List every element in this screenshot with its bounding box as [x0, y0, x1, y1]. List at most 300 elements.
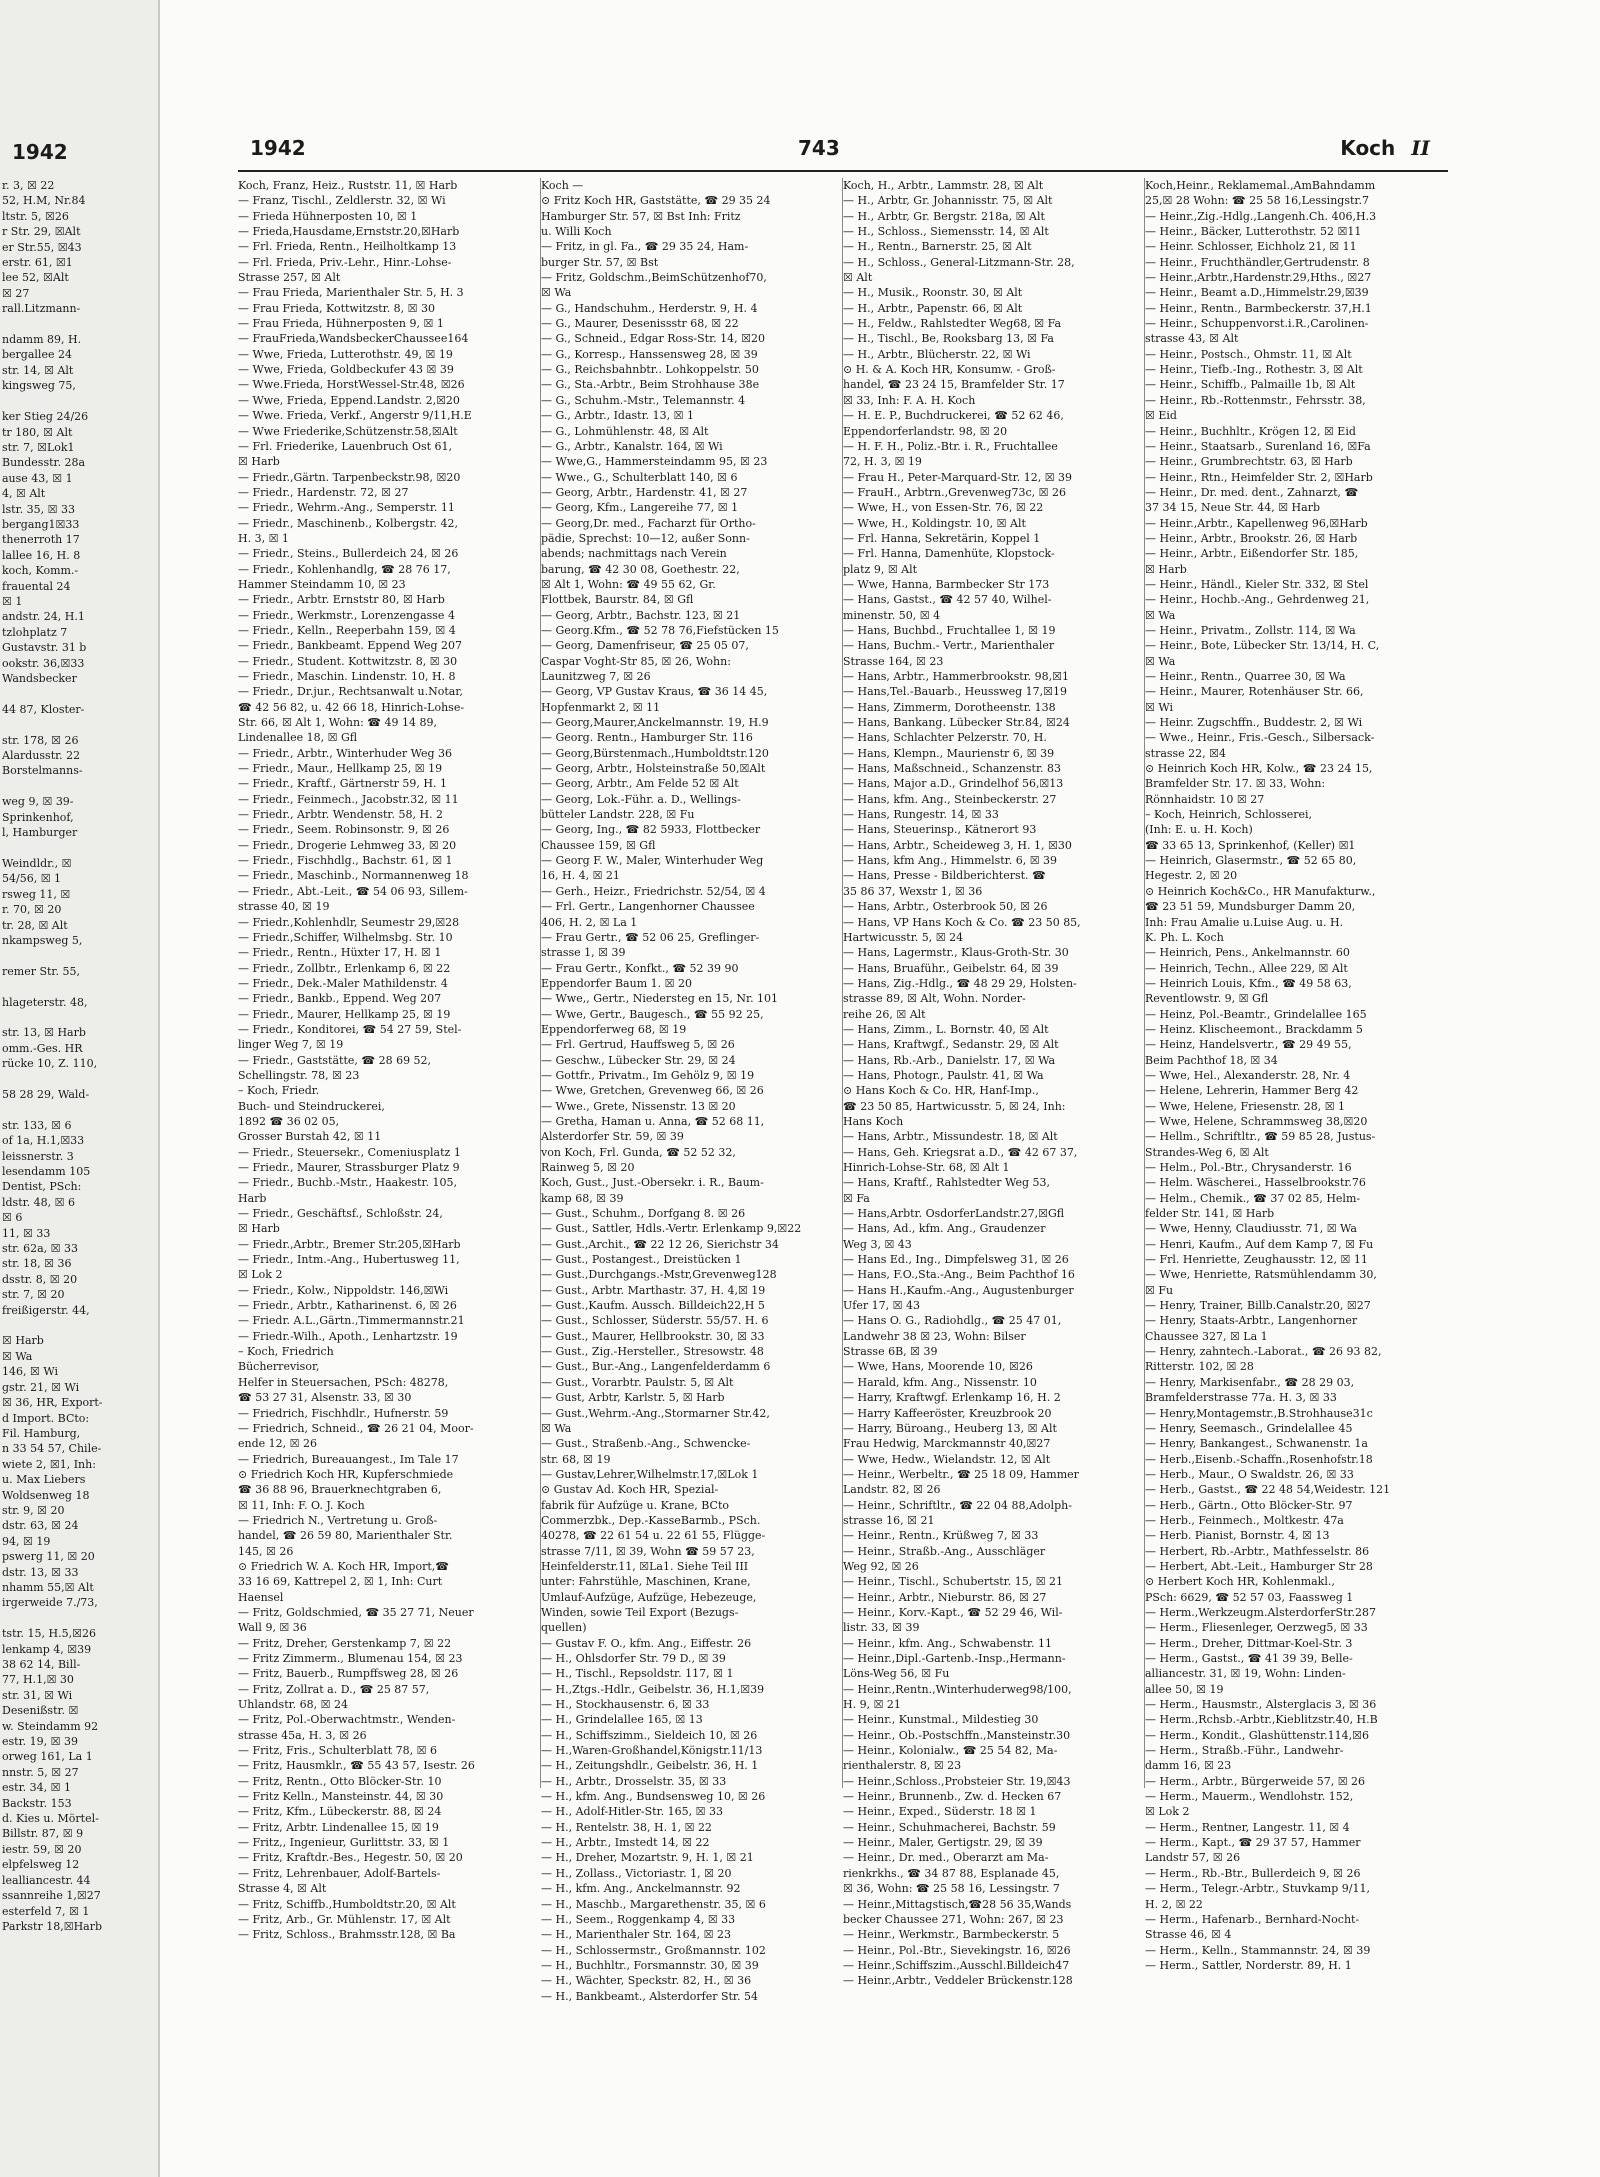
- directory-entry-line: — Heinr., Arbtr., Brookstr. 26, ☒ Harb: [1145, 531, 1358, 545]
- left-fragment-line: Backstr. 153: [2, 1796, 72, 1810]
- directory-entry-line: Landwehr 38 ☒ 23, Wohn: Bilser: [843, 1329, 1026, 1343]
- left-fragment-line: d. Kies u. Mörtel-: [2, 1812, 99, 1826]
- directory-entry-line: — Wwe., Grete, Nissenstr. 13 ☒ 20: [541, 1099, 736, 1113]
- directory-entry-line: — H., Rentelstr. 38, H. 1, ☒ 22: [541, 1820, 712, 1834]
- directory-entry-line: — Herb., Gastst., ☎ 22 48 54,Weidestr. 121: [1145, 1483, 1391, 1497]
- directory-entry-line: — Heinr., Rb.-Rottenmstr., Fehrsstr. 38,: [1145, 393, 1366, 407]
- directory-entry-line: Koch, Gust., Just.-Obersekr. i. R., Baum-: [541, 1176, 764, 1190]
- directory-entry-line: ☎ 36 88 96, Brauerknechtgraben 6,: [238, 1483, 442, 1497]
- directory-entry-line: — Frau Gertr., Konfkt., ☎ 52 39 90: [541, 961, 739, 975]
- directory-entry-line: — Georg, VP Gustav Kraus, ☎ 36 14 45,: [541, 685, 768, 699]
- directory-entry-line: — Herm., Rb.-Btr., Bullerdeich 9, ☒ 26: [1145, 1866, 1361, 1880]
- directory-entry-line: — Henry, Staats-Arbtr., Langenhorner: [1145, 1314, 1358, 1328]
- directory-entry-line: — Hans, Major a.D., Grindelhof 56,☒13: [843, 777, 1064, 791]
- page-number: 743: [798, 136, 840, 160]
- directory-entry-line: H. 9, ☒ 21: [843, 1698, 901, 1712]
- left-fragment-line: [2, 686, 152, 701]
- directory-entry-line: — Hans, Zimm., L. Bornstr. 40, ☒ Alt: [843, 1022, 1049, 1036]
- directory-entry-line: — Hans, Arbtr., Scheideweg 3, H. 1, ☒30: [843, 838, 1072, 852]
- directory-entry-line: ☒ Harb: [1145, 562, 1187, 576]
- directory-entry-line: — Friedr., Drogerie Lehmweg 33, ☒ 20: [238, 838, 457, 852]
- directory-entry-line: 37 34 15, Neue Str. 44, ☒ Harb: [1145, 501, 1321, 515]
- directory-entry-line: — Georg, Ing., ☎ 82 5933, Flottbecker: [541, 823, 761, 837]
- directory-entry-line: reihe 26, ☒ Alt: [843, 1007, 926, 1021]
- directory-entry-line: ⊙ Fritz Koch HR, Gaststätte, ☎ 29 35 24: [541, 194, 771, 208]
- left-fragment-line: lallee 16, H. 8: [2, 548, 81, 562]
- directory-entry-line: — Heinr.,Arbtr., Veddeler Brückenstr.128: [843, 1974, 1073, 1988]
- directory-entry-line: Strasse 46, ☒ 4: [1145, 1928, 1232, 1942]
- directory-entry-line: — Henry, Markisenfabr., ☎ 28 29 03,: [1145, 1375, 1355, 1389]
- directory-entry-line: — Friedr., Hardenstr. 72, ☒ 27: [238, 485, 409, 499]
- directory-entry-line: — Friedr., Steuersekr., Comeniusplatz 1: [238, 1145, 461, 1159]
- directory-entry-line: — Heinr., Schuhmacherei, Bachstr. 59: [843, 1820, 1056, 1834]
- directory-entry-line: — Herb., Maur., O Swaldstr. 26, ☒ 33: [1145, 1467, 1354, 1481]
- directory-entry-line: — Georg, Arbtr., Bachstr. 123, ☒ 21: [541, 608, 741, 622]
- directory-entry-line: — H., Marienthaler Str. 164, ☒ 23: [541, 1928, 731, 1942]
- directory-entry-line: — Helm. Wäscherei., Hasselbrookstr.76: [1145, 1176, 1366, 1190]
- directory-entry-line: — Helm., Chemik., ☎ 37 02 85, Helm-: [1145, 1191, 1361, 1205]
- left-fragment-line: elpfelsweg 12: [2, 1858, 80, 1872]
- left-fragment-line: Parkstr 18,☒Harb: [2, 1919, 103, 1933]
- directory-entry-line: — Hans, Maßschneid., Schanzenstr. 83: [843, 762, 1061, 776]
- left-fragment-line: ltstr. 5, ☒26: [2, 209, 69, 223]
- directory-entry-line: — Gust., Schuhm., Dorfgang 8. ☒ 26: [541, 1207, 746, 1221]
- directory-entry-line: — Henry, Trainer, Billb.Canalstr.20, ☒27: [1145, 1299, 1371, 1313]
- directory-entry-line: — Herm., Sattler, Norderstr. 89, H. 1: [1145, 1958, 1352, 1972]
- directory-entry-line: — H., Schiffszimm., Sieldeich 10, ☒ 26: [541, 1728, 758, 1742]
- directory-entry-line: — H., kfm. Ang., Anckelmannstr. 92: [541, 1882, 741, 1896]
- directory-entry-line: — Wwe, Helene, Schrammsweg 38,☒20: [1145, 1114, 1368, 1128]
- left-fragment-line: orweg 161, La 1: [2, 1750, 93, 1764]
- directory-entry-line: — Heinr., Kolonialw., ☎ 25 54 82, Ma-: [843, 1744, 1058, 1758]
- directory-entry-line: — Gust.,Kaufm. Aussch. Billdeich22,H 5: [541, 1299, 765, 1313]
- directory-entry-line: — Heinr., Dr. med. dent., Zahnarzt, ☎: [1145, 485, 1359, 499]
- directory-entry-line: — Hans, Zig.-Hdlg., ☎ 48 29 29, Holsten-: [843, 976, 1077, 990]
- directory-entry-line: — Fritz, Lehrenbauer, Adolf-Bartels-: [238, 1866, 441, 1880]
- directory-entry-line: — Friedr. A.L.,Gärtn.,Timmermannstr.21: [238, 1314, 465, 1328]
- directory-entry-line: 25,☒ 28 Wohn: ☎ 25 58 16,Lessingstr.7: [1145, 194, 1369, 208]
- directory-entry-line: — Hans, Rb.-Arb., Danielstr. 17, ☒ Wa: [843, 1053, 1056, 1067]
- header-year: 1942: [250, 136, 306, 160]
- directory-entry-line: — Frl. Gertrud, Hauffsweg 5, ☒ 26: [541, 1038, 735, 1052]
- left-fragment-line: [2, 717, 152, 732]
- left-fragment-line: frauental 24: [2, 579, 71, 593]
- left-fragment-line: lstr. 35, ☒ 33: [2, 502, 75, 516]
- left-fragment-line: l, Hamburger: [2, 826, 78, 840]
- directory-entry-line: — Herb., Feinmech., Moltkestr. 47a: [1145, 1513, 1344, 1527]
- left-fragment-line: ookstr. 36,☒33: [2, 656, 85, 670]
- directory-entry-line: — Friedr., Student. Kottwitzstr. 8, ☒ 30: [238, 654, 458, 668]
- directory-entry-line: — H., Arbtr, Gr. Bergstr. 218a, ☒ Alt: [843, 209, 1045, 223]
- directory-entry-line: — Hans, Arbtr., Osterbrook 50, ☒ 26: [843, 900, 1048, 914]
- directory-entry-line: (Inh: E. u. H. Koch): [1145, 823, 1253, 837]
- left-fragment-line: ☒ 27: [2, 286, 30, 300]
- left-fragment-line: 52, H.M, Nr.84: [2, 194, 86, 208]
- directory-entry-line: Strasse 6B, ☒ 39: [843, 1345, 938, 1359]
- directory-entry-line: Bramfelder Str. 17. ☒ 33, Wohn:: [1145, 777, 1326, 791]
- directory-entry-line: — Heinr., Arbtr., Eißendorfer Str. 185,: [1145, 547, 1359, 561]
- left-fragment-line: r. 3, ☒ 22: [2, 179, 55, 192]
- directory-entry-line: strasse 45a, H. 3, ☒ 26: [238, 1728, 367, 1742]
- directory-entry-line: rienthalerstr. 8, ☒ 23: [843, 1759, 962, 1773]
- directory-entry-line: — Frl. Frieda, Rentn., Heilholtkamp 13: [238, 240, 457, 254]
- directory-entry-line: — Friedrich, Schneid., ☎ 26 21 04, Moor-: [238, 1421, 474, 1435]
- directory-entry-line: — Wwe,G., Hammersteindamm 95, ☒ 23: [541, 455, 768, 469]
- directory-entry-line: — Herbert, Rb.-Arbtr., Mathfesselstr. 86: [1145, 1544, 1370, 1558]
- directory-entry-line: — H., Stockhausenstr. 6, ☒ 33: [541, 1698, 710, 1712]
- directory-entry-line: — Gust.,Durchgangs.-Mstr,Grevenweg128: [541, 1268, 777, 1282]
- left-fragment-line: str. 62a, ☒ 33: [2, 1242, 79, 1256]
- directory-entry-line: — H., Schlossermstr., Großmannstr. 102: [541, 1943, 766, 1957]
- directory-entry-line: Flottbek, Baurstr. 84, ☒ Gfl: [541, 593, 694, 607]
- directory-entry-line: ☒ 33, Inh: F. A. H. Koch: [843, 393, 976, 407]
- directory-entry-line: — Hans, Ad., kfm. Ang., Graudenzer: [843, 1222, 1046, 1236]
- directory-entry-line: alliancestr. 31, ☒ 19, Wohn: Linden-: [1145, 1667, 1346, 1681]
- directory-entry-line: — Heinr.,Mittagstisch,☎28 56 35,Wands: [843, 1897, 1072, 1911]
- left-fragment-line: str. 18, ☒ 36: [2, 1257, 72, 1271]
- left-fragment-line: lee 52, ☒Alt: [2, 271, 69, 285]
- directory-entry-line: — Friedr., Bankb., Eppend. Weg 207: [238, 992, 442, 1006]
- left-fragment-line: Gustavstr. 31 b: [2, 641, 87, 655]
- left-fragment-line: pswerg 11, ☒ 20: [2, 1550, 95, 1564]
- directory-entry-line: ☒ Wa: [541, 1421, 572, 1435]
- left-fragment-line: [2, 779, 152, 794]
- directory-entry-line: — G., Sta.-Arbtr., Beim Strohhause 38e: [541, 378, 760, 392]
- left-fragment-line: esterfeld 7, ☒ 1: [2, 1904, 90, 1918]
- directory-entry-line: — H., Ohlsdorfer Str. 79 D., ☒ 39: [541, 1652, 726, 1665]
- directory-entry-line: — Fritz, in gl. Fa., ☎ 29 35 24, Ham-: [541, 240, 749, 254]
- directory-entry-line: — G., Reichsbahnbtr.. Lohkoppelstr. 50: [541, 363, 759, 377]
- directory-entry-line: ☒ Wa: [1145, 608, 1176, 622]
- left-fragment-line: remer Str. 55,: [2, 964, 80, 978]
- directory-entry-line: — Heinr., Rtn., Heimfelder Str. 2, ☒Harb: [1145, 470, 1373, 484]
- directory-entry-line: — H., Arbtr., Drosselstr. 35, ☒ 33: [541, 1774, 727, 1788]
- directory-entry-line: — Hans, Steuerinsp., Kätnerort 93: [843, 823, 1037, 837]
- directory-entry-line: Hartwicusstr. 5, ☒ 24: [843, 930, 964, 944]
- left-fragment-line: 77, H.1,☒ 30: [2, 1673, 74, 1687]
- left-fragment-line: 4, ☒ Alt: [2, 487, 46, 501]
- left-fragment-line: 54/56, ☒ 1: [2, 872, 62, 886]
- directory-entry-line: — G., Schneid., Edgar Ross-Str. 14, ☒20: [541, 332, 765, 346]
- directory-entry-line: — H.,Ztgs.-Hdlr., Geibelstr. 36, H.1,☒39: [541, 1682, 765, 1696]
- directory-entry-line: — Heinr., Privatm., Zollstr. 114, ☒ Wa: [1145, 623, 1356, 637]
- directory-entry-line: — Helm., Pol.-Btr., Chrysanderstr. 16: [1145, 1161, 1352, 1174]
- directory-entry-line: — H., Arbtr., Imstedt 14, ☒ 22: [541, 1836, 710, 1850]
- directory-entry-line: — Heinr.,Schiffszim.,Ausschl.Billdeich47: [843, 1958, 1070, 1972]
- left-fragment-line: lesendamm 105: [2, 1165, 91, 1178]
- header-volume: II: [1411, 136, 1430, 160]
- directory-entry-line: — Herm., Kondit., Glashüttenstr.114,☒6: [1145, 1728, 1369, 1742]
- directory-entry-line: — Herm., Arbtr., Bürgerweide 57, ☒ 26: [1145, 1774, 1366, 1788]
- directory-entry-line: — Fritz Kelln., Mansteinstr. 44, ☒ 30: [238, 1790, 444, 1804]
- directory-entry-line: Hamburger Str. 57, ☒ Bst Inh: Fritz: [541, 209, 741, 223]
- directory-entry-line: — Heinrich, Glasermstr., ☎ 52 65 80,: [1145, 854, 1357, 868]
- directory-entry-line: Umlauf-Aufzüge, Aufzüge, Hebezeuge,: [541, 1590, 757, 1604]
- directory-entry-line: — Fritz, Dreher, Gerstenkamp 7, ☒ 22: [238, 1636, 452, 1650]
- directory-entry-line: u. Willi Koch: [541, 225, 612, 239]
- directory-entry-line: 406, H. 2, ☒ La 1: [541, 915, 638, 929]
- directory-entry-line: Frau Hedwig, Marckmannstr 40,☒27: [843, 1437, 1051, 1451]
- directory-entry-line: — Herm., Dreher, Dittmar-Koel-Str. 3: [1145, 1636, 1353, 1650]
- directory-entry-line: — Frau H., Peter-Marquard-Str. 12, ☒ 39: [843, 470, 1073, 484]
- directory-entry-line: quellen): [541, 1621, 587, 1635]
- directory-entry-line: Landstr. 82, ☒ 26: [843, 1483, 941, 1497]
- left-fragment-line: er Str.55, ☒43: [2, 240, 82, 254]
- left-fragment-line: estr. 19, ☒ 39: [2, 1735, 78, 1749]
- directory-entry-line: — Friedr., Maurer, Hellkamp 25, ☒ 19: [238, 1007, 451, 1021]
- directory-entry-line: — Hans, Buchm.- Vertr., Marienthaler: [843, 639, 1055, 653]
- directory-entry-line: — Frau Frieda, Kottwitzstr. 8, ☒ 30: [238, 301, 436, 315]
- directory-entry-line: — Friedr., Buchb.-Mstr., Haakestr. 105,: [238, 1176, 458, 1190]
- left-fragment-line: erstr. 61, ☒1: [2, 256, 73, 270]
- left-fragment-line: estr. 34, ☒ 1: [2, 1781, 71, 1795]
- directory-entry-line: — Wwe, Frieda, Eppend.Landstr. 2,☒20: [238, 393, 460, 407]
- directory-entry-line: — Heinr., Arbtr., Nieburstr. 86, ☒ 27: [843, 1590, 1047, 1604]
- directory-entry-line: — H., Tischl., Repsoldstr. 117, ☒ 1: [541, 1667, 734, 1681]
- directory-entry-line: — Fritz, Pol.-Oberwachtmstr., Wenden-: [238, 1713, 456, 1727]
- directory-entry-line: — Friedr., Seem. Robinsonstr. 9, ☒ 26: [238, 823, 450, 837]
- directory-entry-line: ⊙ Heinrich Koch HR, Kolw., ☎ 23 24 15,: [1145, 762, 1373, 776]
- directory-entry-line: — Friedr., Gaststätte, ☎ 28 69 52,: [238, 1053, 432, 1067]
- directory-entry-line: — Hans, Presse - Bildberichterst. ☎: [843, 869, 1046, 883]
- directory-entry-line: Alsterdorfer Str. 59, ☒ 39: [541, 1130, 684, 1144]
- directory-entry-line: strasse 1, ☒ 39: [541, 946, 626, 960]
- directory-entry-line: — Hans, Zimmerm, Dorotheenstr. 138: [843, 700, 1056, 714]
- directory-entry-line: — Fritz, Fris., Schulterblatt 78, ☒ 6: [238, 1744, 438, 1758]
- directory-entry-line: — Hans, Bruaführ., Geibelstr. 64, ☒ 39: [843, 961, 1059, 975]
- directory-entry-line: Hopfenmarkt 2, ☒ 11: [541, 700, 661, 714]
- directory-entry-line: — Gust., Arbtr. Marthastr. 37, H. 4,☒ 19: [541, 1283, 766, 1297]
- directory-entry-line: — Herm., Mauerm., Wendlohstr. 152,: [1145, 1790, 1354, 1804]
- left-fragment-line: d Import. BCto:: [2, 1411, 90, 1425]
- directory-entry-line: — Gustav F. O., kfm. Ang., Eiffestr. 26: [541, 1636, 752, 1650]
- directory-entry-line: — H., Grindelallee 165, ☒ 13: [541, 1713, 703, 1727]
- column-3: [842, 178, 1133, 1988]
- directory-entry-line: — Fritz, Goldschmied, ☎ 35 27 71, Neuer: [238, 1605, 474, 1619]
- directory-entry-line: — Friedr., Geschäftsf., Schloßstr. 24,: [238, 1207, 443, 1221]
- directory-entry-line: — Fritz Zimmerm., Blumenau 154, ☒ 23: [238, 1652, 463, 1665]
- header-rule: [238, 170, 1448, 172]
- directory-entry-line: Koch, H., Arbtr., Lammstr. 28, ☒ Alt: [843, 179, 1044, 192]
- directory-entry-line: — Hans, Kraftwgf., Sedanstr. 29, ☒ Alt: [843, 1038, 1059, 1052]
- directory-entry-line: ⊙ Friedrich Koch HR, Kupferschmiede: [238, 1467, 454, 1481]
- left-fragment-line: str. 133, ☒ 6: [2, 1118, 72, 1132]
- directory-entry-line: — Harry Kaffeeröster, Kreuzbrook 20: [843, 1406, 1052, 1420]
- directory-entry-line: — Frl. Gertr., Langenhorner Chaussee: [541, 900, 755, 914]
- left-fragment-line: str. 7, ☒ 20: [2, 1288, 65, 1302]
- left-fragment-line: rall.Litzmann-: [2, 302, 81, 316]
- directory-entry-line: rienkrkhs., ☎ 34 87 88, Esplanade 45,: [843, 1866, 1060, 1880]
- left-fragment-line: hlageterstr. 48,: [2, 995, 88, 1009]
- directory-entry-line: — Hans, Lagermstr., Klaus-Groth-Str. 30: [843, 946, 1069, 960]
- directory-entry-line: — Gust., Vorarbtr. Paulstr. 5, ☒ Alt: [541, 1375, 734, 1389]
- directory-entry-line: — Herb., Gärtn., Otto Blöcker-Str. 97: [1145, 1498, 1353, 1512]
- left-fragment-line: Dentist, PSch:: [2, 1180, 82, 1194]
- left-fragment-line: weg 9, ☒ 39-: [2, 795, 74, 809]
- directory-entry-line: — Heinr., Postsch., Ohmstr. 11, ☒ Alt: [1145, 347, 1352, 361]
- directory-entry-line: Harb: [238, 1191, 267, 1205]
- directory-entry-line: 16, H. 4, ☒ 21: [541, 869, 620, 883]
- directory-entry-line: — Hans, Bankang. Lübecker Str.84, ☒24: [843, 716, 1070, 730]
- directory-entry-line: — Friedr., Arbtr., Katharinenst. 6, ☒ 26: [238, 1299, 457, 1313]
- directory-entry-line: — Hans O. G., Radiohdlg., ☎ 25 47 01,: [843, 1314, 1062, 1328]
- directory-entry-line: ende 12, ☒ 26: [238, 1437, 317, 1451]
- directory-entry-line: kamp 68, ☒ 39: [541, 1191, 624, 1205]
- directory-entry-line: — Wwe, Henriette, Ratsmühlendamm 30,: [1145, 1268, 1377, 1282]
- directory-entry-line: strasse 43, ☒ Alt: [1145, 332, 1239, 346]
- directory-entry-line: — Frl. Henriette, Zeughausstr. 12, ☒ 11: [1145, 1253, 1368, 1267]
- left-fragment-line: ause 43, ☒ 1: [2, 471, 73, 485]
- directory-entry-line: — Gust., Straßenb.-Ang., Schwencke-: [541, 1437, 751, 1451]
- directory-entry-line: — Hans, kfm. Ang., Steinbeckerstr. 27: [843, 792, 1057, 806]
- directory-entry-line: — Wwe.Frieda, HorstWessel-Str.48, ☒26: [238, 378, 465, 392]
- directory-entry-line: Bramfelderstrasse 77a. H. 3, ☒ 33: [1145, 1391, 1337, 1405]
- left-fragment-line: Fil. Hamburg,: [2, 1426, 81, 1440]
- directory-entry-line: — Heinrich Louis, Kfm., ☎ 49 58 63,: [1145, 976, 1352, 990]
- left-fragment-line: str. 7, ☒Lok1: [2, 440, 75, 454]
- directory-entry-line: — Georg,Maurer,Anckelmannstr. 19, H.9: [541, 716, 769, 730]
- directory-entry-line: — H., Schloss., General-Litzmann-Str. 28,: [843, 255, 1075, 269]
- directory-entry-line: Haensel: [238, 1590, 284, 1604]
- left-fragment-line: [2, 394, 152, 409]
- left-fragment-line: Bundesstr. 28a: [2, 456, 86, 470]
- left-fragment-line: ☒ 1: [2, 594, 23, 608]
- directory-entry-line: barung, ☎ 42 30 08, Goethestr. 22,: [541, 562, 740, 576]
- directory-entry-line: Reventlowstr. 9, ☒ Gfl: [1145, 992, 1269, 1006]
- directory-entry-line: — Fritz, Goldschm.,BeimSchützenhof70,: [541, 271, 767, 285]
- left-fragment-line: ndamm 89, H.: [2, 333, 82, 347]
- directory-entry-line: — Herm., Kelln., Stammannstr. 24, ☒ 39: [1145, 1943, 1371, 1957]
- directory-entry-line: — Georg,Bürstenmach.,Humboldtstr.120: [541, 746, 769, 760]
- directory-entry-line: — H., Arbtr., Blücherstr. 22, ☒ Wi: [843, 347, 1031, 361]
- directory-entry-line: — Gretha, Haman u. Anna, ☎ 52 68 11,: [541, 1114, 765, 1128]
- directory-entry-line: – Koch, Heinrich, Schlosserei,: [1145, 808, 1313, 822]
- directory-entry-line: felder Str. 141, ☒ Harb: [1145, 1207, 1275, 1221]
- directory-entry-line: — Friedr., Dek.-Maler Mathildenstr. 4: [238, 976, 448, 990]
- directory-entry-line: — Fritz,, Ingenieur, Gurlittstr. 33, ☒ 1: [238, 1836, 450, 1850]
- directory-entry-line: — Wwe, Frieda, Goldbeckufer 43 ☒ 39: [238, 363, 454, 377]
- directory-entry-line: 72, H. 3, ☒ 19: [843, 455, 922, 469]
- directory-entry-line: — Herb. Pianist, Bornstr. 4, ☒ 13: [1145, 1529, 1330, 1543]
- directory-entry-line: — Hans, Photogr., Paulstr. 41, ☒ Wa: [843, 1068, 1044, 1082]
- directory-entry-line: — Herm., Telegr.-Arbtr., Stuvkamp 9/11,: [1145, 1882, 1370, 1896]
- directory-entry-line: — Heinr., Straßb.-Ang., Ausschläger: [843, 1544, 1046, 1558]
- directory-entry-line: Chaussee 159, ☒ Gfl: [541, 838, 656, 852]
- directory-entry-line: Schellingstr. 78, ☒ 23: [238, 1068, 360, 1082]
- directory-entry-line: — G., Schuhm.-Mstr., Telemannstr. 4: [541, 393, 746, 407]
- directory-entry-line: fabrik für Aufzüge u. Krane, BCto: [541, 1498, 729, 1512]
- directory-entry-line: Str. 66, ☒ Alt 1, Wohn: ☎ 49 14 89,: [238, 716, 437, 730]
- directory-entry-line: Strasse 257, ☒ Alt: [238, 271, 341, 285]
- directory-entry-line: — Friedr.,Gärtn. Tarpenbeckstr.98, ☒20: [238, 470, 461, 484]
- directory-entry-line: — H., kfm. Ang., Bundsensweg 10, ☒ 26: [541, 1790, 766, 1804]
- directory-entry-line: — Gust.,Wehrm.-Ang.,Stormarner Str.42,: [541, 1406, 770, 1420]
- left-fragment-line: [2, 1318, 152, 1333]
- directory-entry-line: — Heinr., Rentn., Quarree 30, ☒ Wa: [1145, 670, 1346, 683]
- directory-entry-line: Buch- und Steindruckerei,: [238, 1099, 385, 1113]
- left-fragment-line: ☒ 6: [2, 1211, 23, 1225]
- directory-entry-line: unter: Fahrstühle, Maschinen, Krane,: [541, 1575, 751, 1589]
- directory-entry-line: — Wwe. Frieda, Verkf., Angerstr 9/11,H.E: [238, 409, 472, 423]
- directory-entry-line: — Hans H.,Kaufm.-Ang., Augustenburger: [843, 1283, 1074, 1297]
- page-header: [238, 130, 1448, 170]
- directory-entry-line: — H., Schloss., Siemensstr. 14, ☒ Alt: [843, 225, 1049, 239]
- directory-entry-line: ⊙ Friedrich W. A. Koch HR, Import,☎: [238, 1559, 449, 1573]
- directory-entry-line: Helfer in Steuersachen, PSch: 48278,: [238, 1375, 449, 1389]
- directory-entry-line: ☒ Alt: [843, 271, 873, 285]
- directory-entry-line: — Heinr.,Dipl.-Gartenb.-Insp.,Hermann-: [843, 1652, 1066, 1665]
- directory-entry-line: ☎ 33 65 13, Sprinkenhof, (Keller) ☒1: [1145, 838, 1356, 852]
- directory-entry-line: — Heinr. Schlosser, Eichholz 21, ☒ 11: [1145, 240, 1357, 254]
- directory-entry-line: — Heinr.,Arbtr., Kapellenweg 96,☒Harb: [1145, 516, 1368, 530]
- directory-entry-line: Strasse 164, ☒ 23: [843, 654, 944, 668]
- directory-entry-line: ☒ Fu: [1145, 1283, 1174, 1297]
- directory-entry-line: — Friedrich, Fischhdlr., Hufnerstr. 59: [238, 1406, 449, 1420]
- directory-entry-line: Caspar Voght-Str 85, ☒ 26, Wohn:: [541, 654, 731, 668]
- directory-entry-line: becker Chaussee 271, Wohn: 267, ☒ 23: [843, 1912, 1064, 1926]
- directory-entry-line: ☒ Wa: [541, 286, 572, 300]
- directory-entry-line: Hegestr. 2, ☒ 20: [1145, 869, 1238, 883]
- directory-entry-line: — Gustav,Lehrer,Wilhelmstr.17,☒Lok 1: [541, 1467, 759, 1481]
- directory-entry-line: — Herm., Straßb.-Führ., Landwehr-: [1145, 1744, 1344, 1758]
- directory-entry-line: — Gust., Maurer, Hellbrookstr. 30, ☒ 33: [541, 1329, 765, 1343]
- directory-entry-line: — Friedr., Steins., Bullerdeich 24, ☒ 26: [238, 547, 459, 561]
- directory-entry-line: — Georg, Kfm., Langereihe 77, ☒ 1: [541, 501, 739, 515]
- directory-entry-line: — Georg, Arbtr., Am Felde 52 ☒ Alt: [541, 777, 739, 791]
- directory-entry-line: — Fritz, Bauerb., Rumpffsweg 28, ☒ 26: [238, 1667, 459, 1681]
- directory-entry-line: ☒ Harb: [238, 1222, 280, 1236]
- directory-entry-line: platz 9, ☒ Alt: [843, 562, 918, 576]
- directory-entry-line: Inh: Frau Amalie u.Luise Aug. u. H.: [1145, 915, 1344, 929]
- directory-entry-line: — H., Musik., Roonstr. 30, ☒ Alt: [843, 286, 1023, 300]
- directory-entry-line: — G., Arbtr., Idastr. 13, ☒ 1: [541, 409, 694, 423]
- directory-entry-line: — Heinr., Buchhltr., Krögen 12, ☒ Eid: [1145, 424, 1356, 438]
- directory-entry-line: — Gust., Schlosser, Süderstr. 55/57. H. 6: [541, 1314, 769, 1328]
- directory-entry-line: — Heinr., Fruchthändler,Gertrudenstr. 8: [1145, 255, 1370, 269]
- directory-entry-line: — Friedrich, Bureauangest., Im Tale 17: [238, 1452, 459, 1466]
- directory-entry-line: von Koch, Frl. Gunda, ☎ 52 52 32,: [541, 1145, 736, 1159]
- left-fragment-line: [2, 1010, 152, 1025]
- directory-entry-line: — Friedr., Konditorei, ☎ 54 27 59, Stel-: [238, 1022, 462, 1036]
- directory-entry-line: — Herm., Hafenarb., Bernhard-Nocht-: [1145, 1912, 1360, 1926]
- directory-entry-line: — Wwe, Gretchen, Grevenweg 66, ☒ 26: [541, 1084, 764, 1098]
- left-fragment-line: dstr. 13, ☒ 33: [2, 1565, 79, 1579]
- directory-entry-line: — G., Korresp., Hanssensweg 28, ☒ 39: [541, 347, 758, 361]
- left-fragment-line: str. 13, ☒ Harb: [2, 1026, 86, 1040]
- directory-entry-line: — Gust., Zig.-Hersteller., Stresowstr. 48: [541, 1345, 764, 1359]
- directory-entry-line: — Hans, Rungestr. 14, ☒ 33: [843, 808, 999, 822]
- directory-entry-line: — Georg, Lok.-Führ. a. D., Wellings-: [541, 792, 741, 806]
- left-fragment-line: Desenißstr. ☒: [2, 1704, 79, 1718]
- left-page-text: [2, 178, 152, 1934]
- directory-entry-line: — Wwe, Hel., Alexanderstr. 28, Nr. 4: [1145, 1068, 1351, 1082]
- directory-entry-line: — Heinrich, Techn., Allee 229, ☒ Alt: [1145, 961, 1348, 975]
- directory-entry-line: — Henri, Kaufm., Auf dem Kamp 7, ☒ Fu: [1145, 1237, 1374, 1251]
- left-fragment-line: nnstr. 5, ☒ 27: [2, 1765, 79, 1779]
- directory-entry-line: — Heinr., Ob.-Postschffn.,Mansteinstr.30: [843, 1728, 1071, 1742]
- directory-entry-line: — Gerh., Heizr., Friedrichstr. 52/54, ☒ 4: [541, 884, 766, 898]
- directory-entry-line: ☒ Fa: [843, 1191, 870, 1205]
- directory-entry-line: ☎ 23 50 85, Hartwicusstr. 5, ☒ 24, Inh:: [843, 1099, 1066, 1113]
- directory-entry-line: Lindenallee 18, ☒ Gfl: [238, 731, 358, 745]
- directory-entry-line: — Heinr., Werkmstr., Barmbeckerstr. 5: [843, 1928, 1060, 1942]
- directory-entry-line: – Koch, Friedr.: [238, 1084, 320, 1098]
- left-fragment-line: rücke 10, Z. 110,: [2, 1057, 98, 1071]
- directory-entry-line: — Henry,Montagemstr.,B.Strohhause31c: [1145, 1406, 1373, 1420]
- directory-entry-line: — Friedr., Zollbtr., Erlenkamp 6, ☒ 22: [238, 961, 451, 975]
- directory-entry-line: — Hans, Gastst., ☎ 42 57 40, Wilhel-: [843, 593, 1052, 607]
- directory-entry-line: — H., Zollass., Victoriastr. 1, ☒ 20: [541, 1866, 732, 1880]
